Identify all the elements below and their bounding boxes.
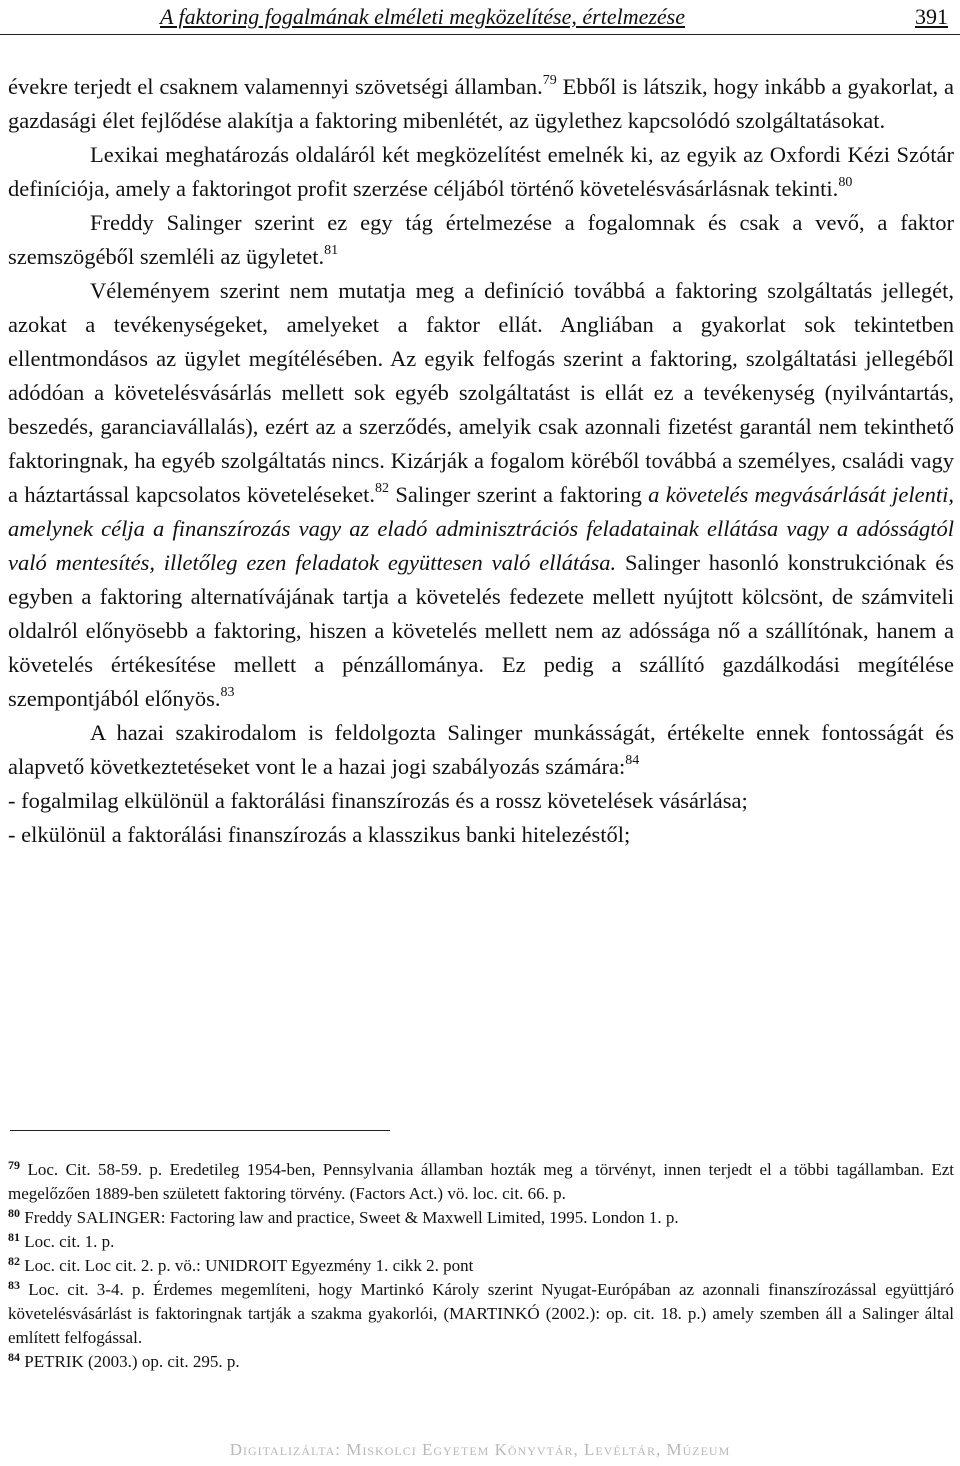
footnote-text: PETRIK (2003.) op. cit. 295. p. <box>20 1352 240 1371</box>
text-span: Freddy Salinger szerint ez egy tág értelmezése a fogalomnak és csak a vevő, a faktor szemszögéből szemléli az ügyletet. <box>8 210 954 269</box>
footnote-79 <box>8 1158 954 1206</box>
footnote-ref-79[interactable]: 79 <box>542 73 557 88</box>
footnote-number: 79 <box>8 1158 20 1172</box>
footnote-81 <box>8 1230 954 1254</box>
footnote-number: 83 <box>8 1278 20 1292</box>
footnote-number: 82 <box>8 1254 20 1268</box>
page-number: 391 <box>915 4 948 29</box>
paragraph-5 <box>8 716 954 784</box>
text-span: Salinger szerint a faktoring <box>389 482 649 507</box>
paragraph-1 <box>8 70 954 138</box>
list-item: - elkülönül a faktorálási finanszírozás a klasszikus banki hitelezéstől; <box>8 822 631 847</box>
body-text <box>8 70 954 852</box>
list-item: - fogalmilag elkülönül a faktorálási finanszírozás és a rossz követelések vásárlása; <box>8 788 748 813</box>
header-title: A faktoring fogalmának elméleti megközelítése, értelmezése <box>160 4 686 29</box>
footnote-ref-84[interactable]: 84 <box>625 753 640 768</box>
footnote-text: Freddy SALINGER: Factoring law and practice, Sweet & Maxwell Limited, 1995. London 1. p. <box>20 1208 679 1227</box>
text-span: Lexikai meghatározás oldaláról két megközelítést emelnék ki, az egyik az Oxfordi Kézi Szótár definíciója, amely a faktoringot profit szerzése céljából történő követelésvásárlásnak tekinti. <box>8 142 954 201</box>
text-span: Ebből is látszik, hogy inkább a gyakorlat, a gazdasági élet fejlődése alakítja a faktoring mibenlétét, az ügylethez kapcsolódó szolgáltatásokat. <box>8 74 955 133</box>
digitization-watermark: Digitalizálta: Miskolci Egyetem Könyvtár, Levéltár, Múzeum <box>229 1440 731 1459</box>
footnote-84 <box>8 1350 954 1374</box>
footnote-ref-82[interactable]: 82 <box>375 481 390 496</box>
footnote-number: 80 <box>8 1206 20 1220</box>
text-span: A hazai szakirodalom is feldolgozta Salinger munkásságát, értékelte ennek fontosságát és alapvető következtetéseket vont le a hazai jogi szabályozás számára: <box>8 720 954 779</box>
text-span: Salinger hasonló konstrukciónak és egyben a faktoring alternatívájának tartja a követelés fedezete mellett nyújtott kölcsönt, de számviteli oldalról előnyösebb a faktoring, hiszen a követelés mellett nem az adóssága nő a szállítónak, hanem a követelés értékesítése mellett a pénzállománya. Ez pedig a szállító gazdálkodási megítélése szempontjából előnyös. <box>8 550 954 711</box>
footnotes <box>8 1158 954 1374</box>
footnote-text: Loc. Cit. 58-59. p. Eredetileg 1954-ben, Pennsylvania államban hozták meg a törvényt, innen terjedt el a többi tagállamban. Ezt megelőzően 1889-ben született faktoring törvény. (Factors Act.) vö. loc. cit. 66. p. <box>8 1160 954 1203</box>
text-span: Véleményem szerint nem mutatja meg a definíció továbbá a faktoring szolgáltatás jellegét, azokat a tevékenységeket, amelyeket a faktor ellát. Angliában a gyakorlat sok tekintetben ellentmondásos az ügylet megítélésében. Az egyik felfogás szerint a faktoring, szolgáltatási jellegéből adódóan a követelésvásárlás mellett sok egyéb szolgáltatást is ellát ez a tevékenység (nyilvántartás, beszedés, garanciavállalás), ezért az a szerződés, amelyik csak azonnali fizetést garantál nem tekinthető faktoringnak, ha egyéb szolgáltatás nincs. Kizárják a fogalom köréből továbbá a személyes, családi vagy a háztartással kapcsolatos követeléseket. <box>8 278 954 507</box>
paragraph-3 <box>8 206 954 274</box>
italic-definition: a követelés megvásárlását jelenti, amelynek célja a finanszírozás vagy az eladó adminisztrációs feladatainak ellátása vagy a adósságtól való mentesítés, illetőleg ezen feladatok együttesen való ellátása. <box>8 482 954 575</box>
footnote-text: Loc. cit. 3-4. p. Érdemes megemlíteni, hogy Martinkó Károly szerint Nyugat-Európában az azonnali finanszírozással együttjáró követelésvásárlást is faktoringnak tartják a szakma gyakorlói, (MARTINKÓ (2002.): op. cit. 18. p.) amely szemben áll a Salinger által említett felfogással. <box>8 1280 954 1347</box>
footnote-ref-80[interactable]: 80 <box>838 175 853 190</box>
footnote-80 <box>8 1206 954 1230</box>
text-span: évekre terjedt el csaknem valamennyi szövetségi államban. <box>8 74 543 99</box>
running-header <box>0 0 960 40</box>
header-rule <box>0 34 960 35</box>
footnote-number: 81 <box>8 1230 20 1244</box>
footnote-text: Loc. cit. 1. p. <box>20 1232 115 1251</box>
footnote-number: 84 <box>8 1350 20 1364</box>
footnote-separator <box>10 1130 390 1131</box>
footnote-ref-81[interactable]: 81 <box>324 243 339 258</box>
paragraph-4 <box>8 274 954 716</box>
footnote-ref-83[interactable]: 83 <box>220 685 235 700</box>
footnote-83 <box>8 1278 954 1350</box>
footnote-text: Loc. cit. Loc cit. 2. p. vö.: UNIDROIT Egyezmény 1. cikk 2. pont <box>20 1256 474 1275</box>
footnote-82 <box>8 1254 954 1278</box>
paragraph-2 <box>8 138 954 206</box>
